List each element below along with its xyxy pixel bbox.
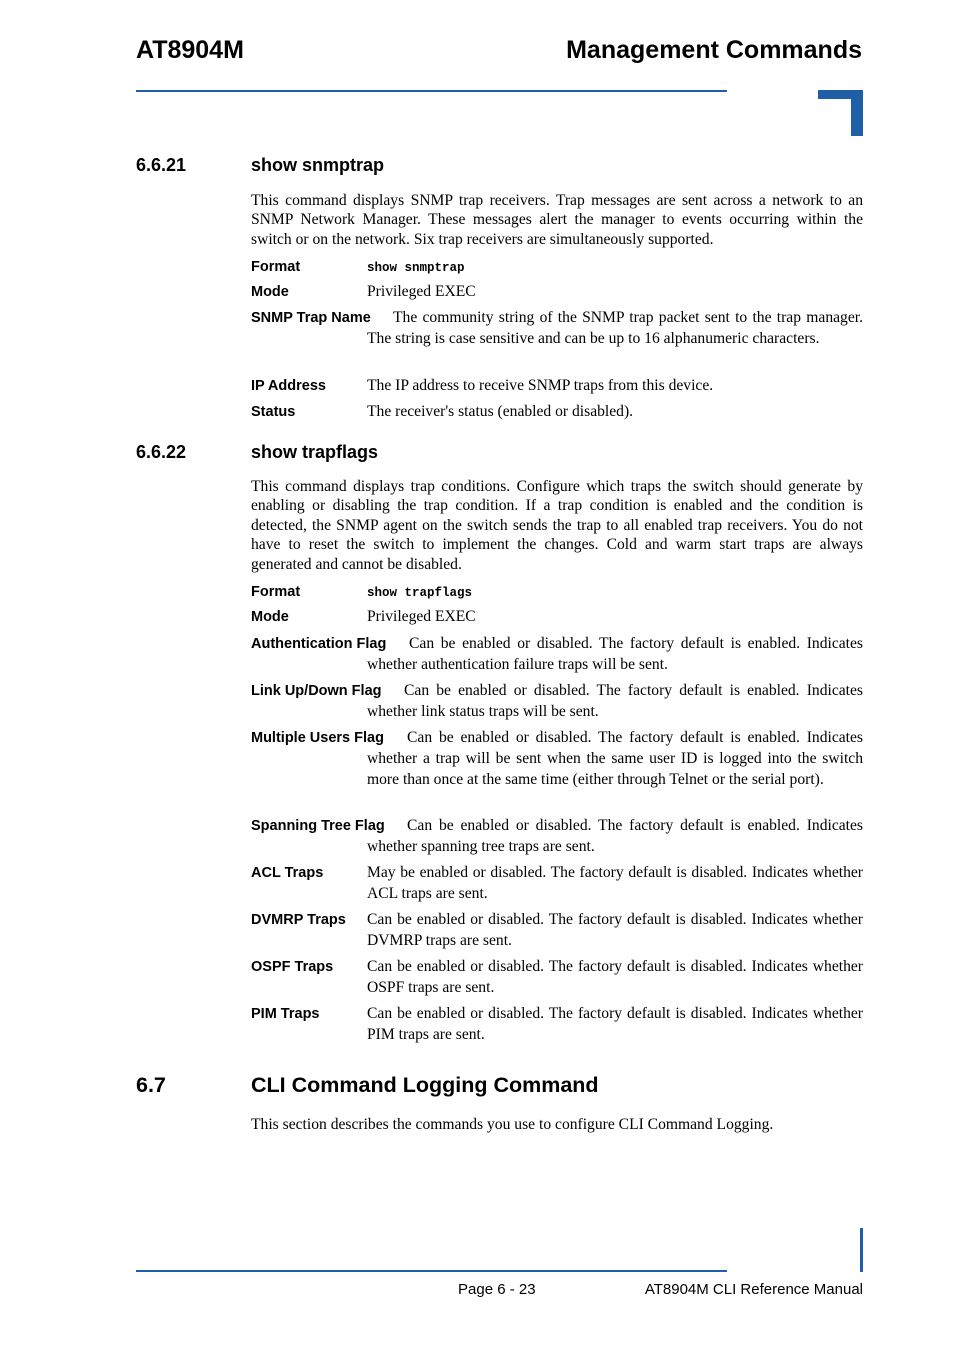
section-body: This section describes the commands you use to configure CLI Command Logging. — [251, 1116, 774, 1133]
field-row — [251, 1004, 863, 1046]
format-command: show snmptrap — [367, 261, 465, 275]
field-label: OSPF Traps — [251, 959, 334, 975]
section-body: This command displays trap conditions. Configure which traps the switch should generate by enabling or disabling the trap condition. If a trap condition is enabled and the condition is detected, the SNMP agent on the switch sends the trap to all enabled trap receivers. You do not have to reset the switch to implement the changes. Cold and warm start traps are always generated and cannot be disabled. — [251, 478, 863, 573]
field-description: The community string of the SNMP trap packet sent to the trap manager. The string is case sensitive and can be up to 16 alphanumeric characters. — [367, 309, 863, 347]
field-description: The receiver's status (enabled or disabled). — [367, 403, 634, 420]
field-row — [251, 376, 863, 397]
field-row — [251, 634, 863, 676]
field-label: Link Up/Down Flag — [251, 683, 382, 699]
section-number: 6.6.22 — [136, 442, 187, 462]
field-description: Can be enabled or disabled. The factory default is enabled. Indicates whether spanning tree traps are sent. — [367, 817, 863, 855]
mode-row — [251, 607, 863, 628]
field-label: Authentication Flag — [251, 636, 387, 652]
field-description: Can be enabled or disabled. The factory default is disabled. Indicates whether DVMRP traps are sent. — [367, 911, 863, 949]
format-label: Format — [251, 584, 301, 600]
mode-value: Privileged EXEC — [367, 608, 476, 625]
field-label: Spanning Tree Flag — [251, 818, 385, 834]
field-row — [251, 308, 863, 350]
header-title-left: AT8904M — [136, 36, 244, 64]
field-label: Status — [251, 404, 296, 420]
field-label: Multiple Users Flag — [251, 730, 384, 746]
section-body: This command displays SNMP trap receivers. Trap messages are sent across a network to an SNMP Network Manager. These messages alert the manager to events occurring within the switch or on the network. Six trap receivers are simultaneously supported. — [251, 192, 863, 248]
field-description: Can be enabled or disabled. The factory default is enabled. Indicates whether a trap will be sent when the same user ID is logged into the switch more than once at the same time (either through Telnet or the serial port). — [367, 729, 863, 788]
field-row — [251, 816, 863, 858]
header-title-right: Management Commands — [566, 36, 862, 64]
manual-title: AT8904M CLI Reference Manual — [644, 1281, 863, 1298]
section-number: 6.6.21 — [136, 155, 187, 175]
format-row — [251, 257, 863, 279]
field-description: May be enabled or disabled. The factory default is disabled. Indicates whether ACL traps are sent. — [367, 864, 863, 902]
field-description: Can be enabled or disabled. The factory default is enabled. Indicates whether authentication failure traps will be sent. — [367, 635, 863, 673]
field-row — [251, 957, 863, 999]
format-label: Format — [251, 259, 301, 275]
field-row — [251, 728, 863, 790]
format-command: show trapflags — [367, 586, 473, 600]
field-label: ACL Traps — [251, 865, 324, 881]
field-label: PIM Traps — [251, 1006, 320, 1022]
footer-corner-mark — [860, 1228, 863, 1272]
page-number: Page 6 - 23 — [458, 1281, 536, 1298]
section-number: 6.7 — [136, 1073, 166, 1097]
section-title: show snmptrap — [251, 155, 385, 175]
field-label: DVMRP Traps — [251, 912, 346, 928]
field-description: Can be enabled or disabled. The factory default is disabled. Indicates whether PIM traps are sent. — [367, 1005, 863, 1043]
mode-label: Mode — [251, 609, 289, 625]
field-description: Can be enabled or disabled. The factory default is disabled. Indicates whether OSPF traps are sent. — [367, 958, 863, 996]
mode-row — [251, 282, 863, 303]
field-row — [251, 910, 863, 952]
field-description: The IP address to receive SNMP traps from this device. — [367, 377, 714, 394]
section-title: CLI Command Logging Command — [251, 1073, 599, 1097]
mode-value: Privileged EXEC — [367, 283, 476, 300]
mode-label: Mode — [251, 284, 289, 300]
field-label: IP Address — [251, 378, 326, 394]
header-rule — [136, 90, 727, 92]
field-description: Can be enabled or disabled. The factory default is enabled. Indicates whether link status traps will be sent. — [367, 682, 863, 720]
field-row — [251, 402, 863, 423]
format-row — [251, 582, 863, 604]
header-corner-mark-side — [851, 90, 863, 136]
footer-rule — [136, 1270, 727, 1272]
field-row — [251, 863, 863, 905]
field-row — [251, 681, 863, 723]
field-label: SNMP Trap Name — [251, 310, 371, 326]
section-title: show trapflags — [251, 442, 379, 462]
